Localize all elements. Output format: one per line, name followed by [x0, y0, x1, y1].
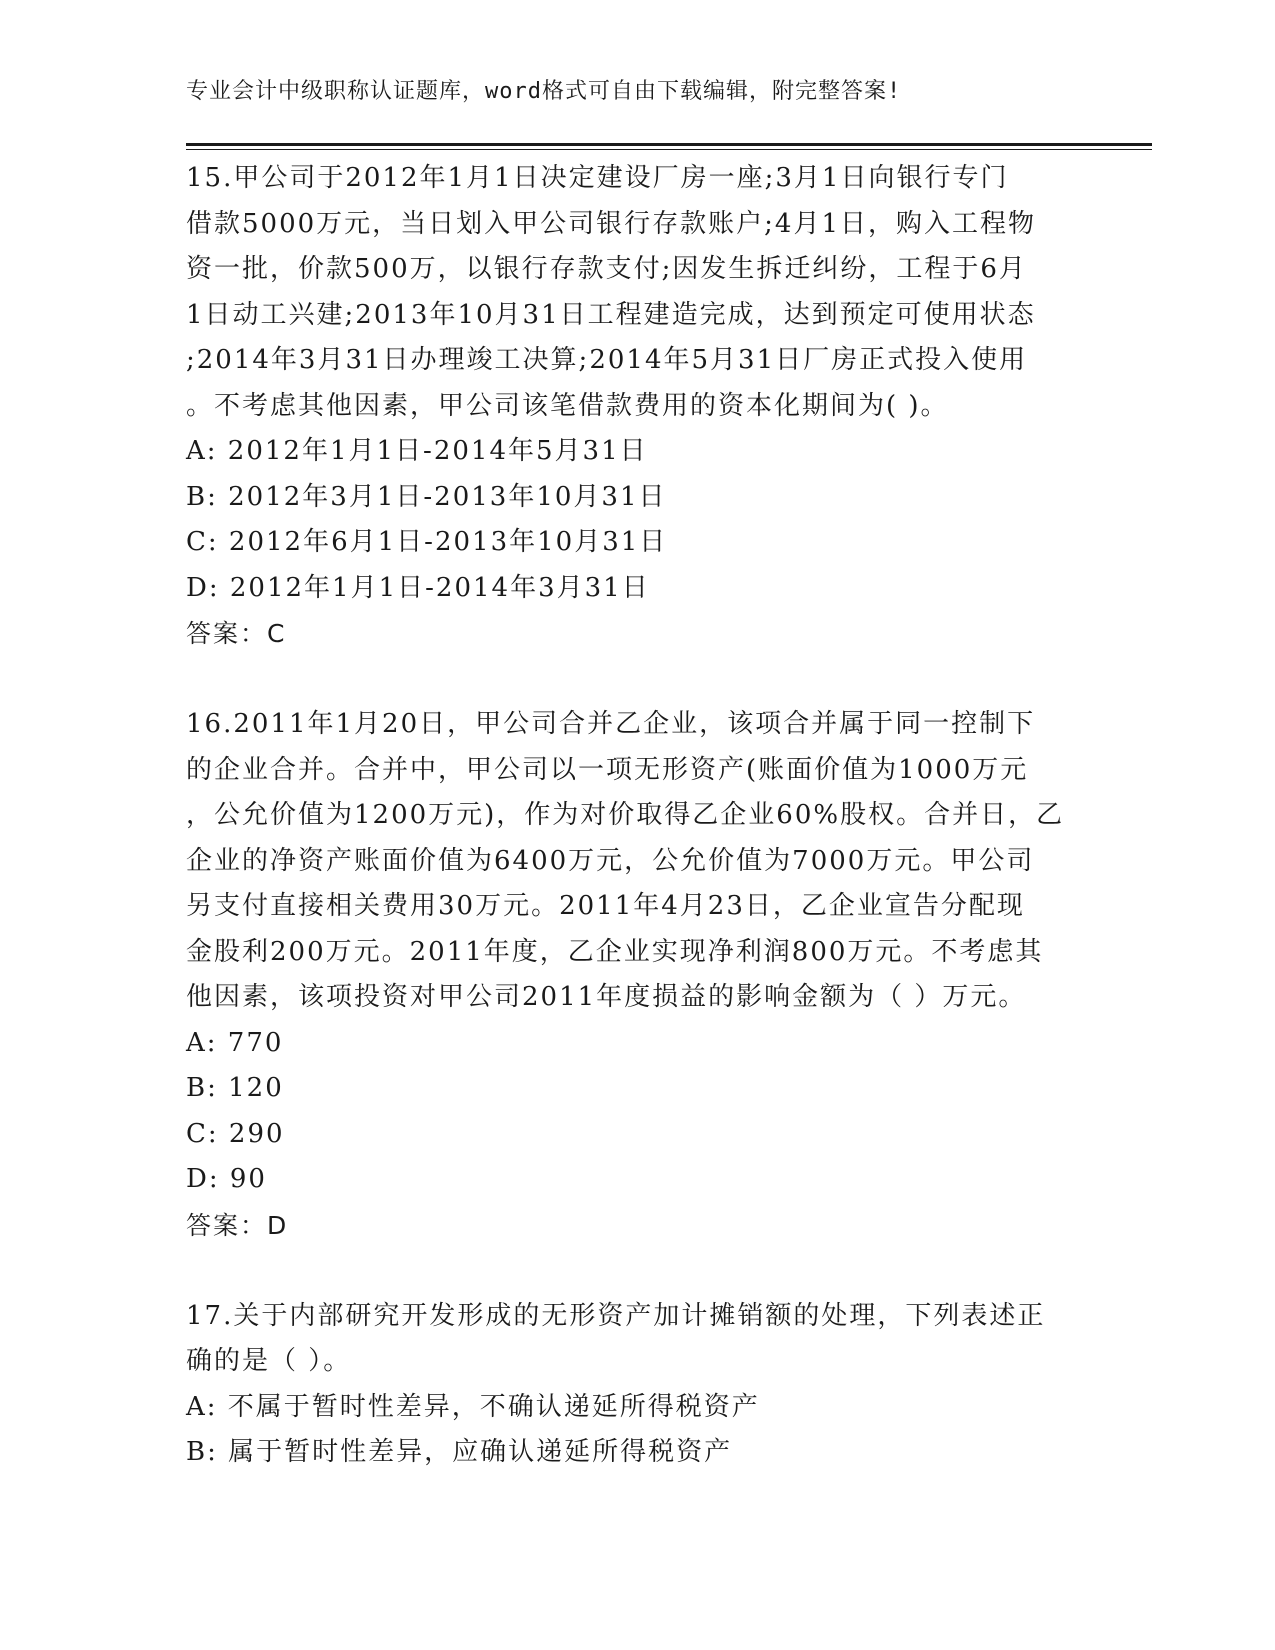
header-rule-thick: [186, 143, 1152, 146]
option-a: A: 不属于暂时性差异，不确认递延所得税资产: [186, 1391, 760, 1422]
header-rule-thin: [186, 149, 1152, 150]
option-d: D: 2012年1月1日-2014年3月31日: [186, 572, 650, 603]
option-d: D: 90: [186, 1164, 267, 1194]
question-17: [186, 1294, 1086, 1476]
question-text-line: 17.关于内部研究开发形成的无形资产加计摊销额的处理，下列表述正: [186, 1300, 1046, 1331]
option-a: A: 2012年1月1日-2014年5月31日: [186, 436, 648, 466]
question-text-line: 资一批，价款500万，以银行存款支付;因发生拆迁纠纷，工程于6月: [186, 254, 1027, 284]
question-text-line: ;2014年3月31日办理竣工决算;2014年5月31日厂房正式投入使用: [186, 345, 1028, 375]
question-text-line: 。不考虑其他因素，甲公司该笔借款费用的资本化期间为( )。: [186, 390, 949, 421]
question-text-line: 16.2011年1月20日，甲公司合并乙企业，该项合并属于同一控制下: [186, 709, 1036, 739]
question-text-line: 另支付直接相关费用30万元。2011年4月23日，乙企业宣告分配现: [186, 891, 1025, 921]
answer: 答案：D: [186, 1210, 289, 1240]
page-header: 专业会计中级职称认证题库，word格式可自由下载编辑，附完整答案!: [186, 79, 902, 104]
question-text-line: ，公允价值为1200万元)，作为对价取得乙企业60%股权。合并日，乙: [186, 800, 1065, 830]
option-c: C: 290: [186, 1118, 285, 1149]
question-spacer: [186, 1248, 1086, 1294]
option-b: B: 120: [186, 1073, 284, 1103]
question-text-line: 金股利200万元。2011年度，乙企业实现净利润800万元。不考虑其: [186, 936, 1044, 967]
question-spacer: [186, 657, 1086, 703]
answer: 答案：C: [186, 619, 287, 648]
question-text-line: 借款5000万元，当日划入甲公司银行存款账户;4月1日，购入工程物: [186, 208, 1037, 239]
question-16: [186, 702, 1086, 1248]
question-list: [186, 156, 1086, 1476]
option-c: C: 2012年6月1日-2013年10月31日: [186, 527, 668, 557]
question-text-line: 企业的净资产账面价值为6400万元，公允价值为7000万元。甲公司: [186, 845, 1035, 876]
option-b: B: 2012年3月1日-2013年10月31日: [186, 481, 667, 512]
question-text-line: 的企业合并。合并中，甲公司以一项无形资产(账面价值为1000万元: [186, 754, 1029, 785]
question-text-line: 1日动工兴建;2013年10月31日工程建造完成，达到预定可使用状态: [186, 299, 1036, 330]
question-text-line: 确的是（ ）。: [186, 1346, 352, 1376]
question-text-line: 15.甲公司于2012年1月1日决定建设厂房一座;3月1日向银行专门: [186, 163, 1009, 193]
question-text-line: 他因素，该项投资对甲公司2011年度损益的影响金额为（ ）万元。: [186, 982, 1027, 1012]
question-15: [186, 156, 1086, 657]
option-b: B: 属于暂时性差异，应确认递延所得税资产: [186, 1437, 733, 1467]
option-a: A: 770: [186, 1027, 284, 1058]
